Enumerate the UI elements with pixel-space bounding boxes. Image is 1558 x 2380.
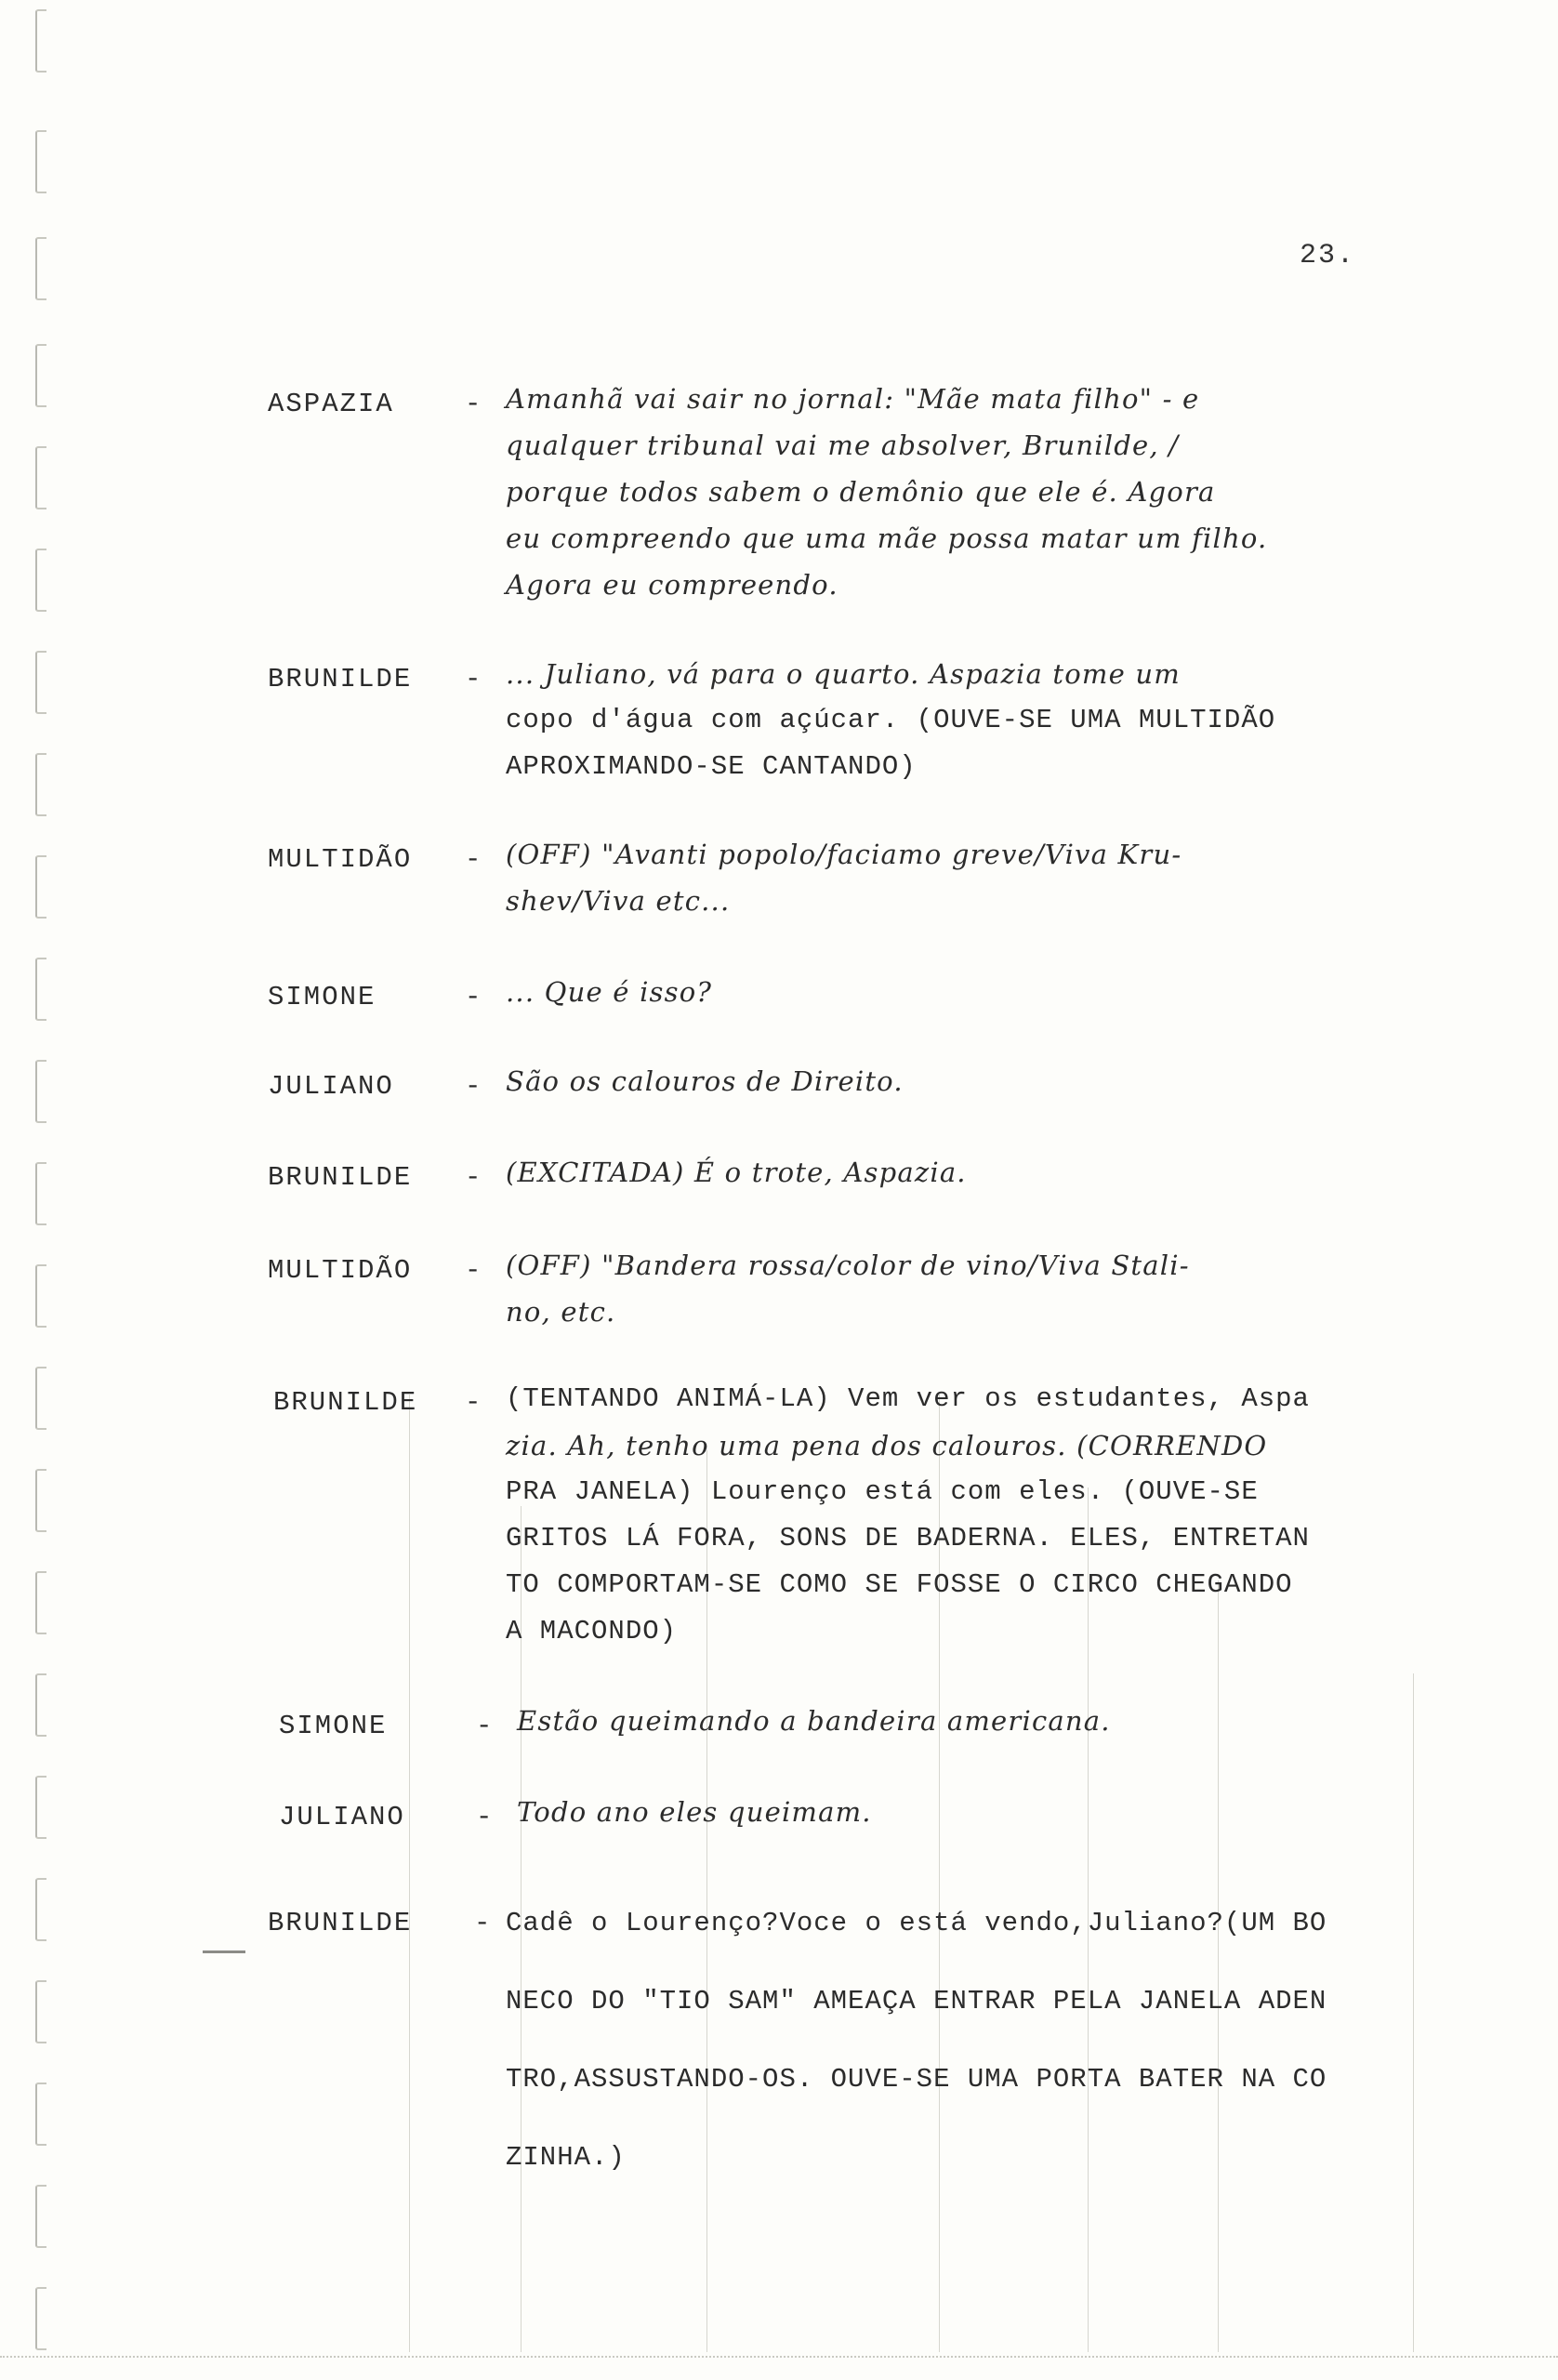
dialogue-line: zia. Ah, tenho uma pena dos calouros. (CORRENDO: [506, 1430, 1268, 1461]
binding-mark: [35, 549, 46, 612]
binding-mark: [35, 958, 46, 1021]
binding-mark: [35, 130, 46, 193]
stray-pen-mark: [203, 1950, 245, 1953]
speaker-name: BRUNILDE: [268, 1908, 413, 1938]
binding-mark: [35, 753, 46, 816]
speaker-name: BRUNILDE: [268, 664, 413, 694]
binding-mark: [35, 9, 46, 73]
binding-mark: [35, 2287, 46, 2350]
dash-mark: -: [476, 1802, 493, 1832]
binding-mark: [35, 1980, 46, 2043]
scan-edge: [0, 2356, 1558, 2360]
dialogue-line: shev/Viva etc...: [506, 885, 731, 917]
dialogue-line: ... Que é isso?: [506, 976, 713, 1008]
dash-mark: -: [465, 1387, 482, 1418]
dialogue-line: (EXCITADA) É o trote, Aspazia.: [506, 1157, 967, 1188]
speaker-name: ASPAZIA: [268, 389, 394, 419]
binding-mark: [35, 1264, 46, 1328]
speaker-name: BRUNILDE: [273, 1387, 418, 1418]
dash-mark: -: [476, 1711, 493, 1741]
binding-mark: [35, 344, 46, 407]
speaker-name: SIMONE: [279, 1711, 388, 1741]
binding-mark: [35, 446, 46, 509]
dash-mark: -: [465, 982, 482, 1012]
bleed-line: [409, 1395, 410, 2352]
bleed-line: [1413, 1673, 1414, 2352]
binding-mark: [35, 1776, 46, 1839]
dialogue-line: Amanhã vai sair no jornal: "Mãe mata filho" - e: [506, 383, 1200, 415]
binding-mark: [35, 1469, 46, 1532]
dialogue-line: GRITOS LÁ FORA, SONS DE BADERNA. ELES, ENTRETAN: [506, 1523, 1310, 1554]
dialogue-line: Todo ano eles queimam.: [517, 1796, 872, 1828]
binding-mark: [35, 1673, 46, 1737]
dash-mark: -: [465, 1255, 482, 1286]
dialogue-line: porque todos sabem o demônio que ele é. Agora: [506, 476, 1216, 508]
dash-mark: -: [465, 664, 482, 694]
dialogue-line: TO COMPORTAM-SE COMO SE FOSSE O CIRCO CHEGANDO: [506, 1569, 1293, 1600]
binding-mark: [35, 651, 46, 714]
dialogue-line: PRA JANELA) Lourenço está com eles. (OUVE-SE: [506, 1476, 1259, 1507]
speaker-name: JULIANO: [268, 1071, 394, 1102]
speaker-name: MULTIDÃO: [268, 1255, 413, 1286]
binding-mark: [35, 1060, 46, 1123]
binding-mark: [35, 237, 46, 300]
binding-mark: [35, 855, 46, 919]
dialogue-line: qualquer tribunal vai me absolver, Brunilde, /: [506, 430, 1180, 461]
speaker-name: SIMONE: [268, 982, 376, 1012]
dialogue-line: São os calouros de Direito.: [506, 1065, 904, 1097]
dialogue-line: Estão queimando a bandeira americana.: [517, 1705, 1111, 1737]
binding-holes: [35, 0, 63, 2380]
speaker-name: BRUNILDE: [268, 1162, 413, 1193]
bleed-line: [1218, 1580, 1219, 2352]
dialogue-line: ... Juliano, vá para o quarto. Aspazia tome um: [506, 658, 1181, 690]
dialogue-line: Agora eu compreendo.: [506, 569, 838, 601]
dialogue-line: ZINHA.): [506, 2142, 626, 2173]
binding-mark: [35, 2185, 46, 2248]
dialogue-line: no, etc.: [506, 1296, 616, 1328]
dialogue-line: NECO DO "TIO SAM" AMEAÇA ENTRAR PELA JANELA ADEN: [506, 1986, 1327, 2016]
dialogue-line: (TENTANDO ANIMÁ-LA) Vem ver os estudantes, Aspa: [506, 1383, 1310, 1414]
dialogue-line: copo d'água com açúcar. (OUVE-SE UMA MULTIDÃO: [506, 705, 1276, 735]
binding-mark: [35, 1571, 46, 1634]
dash-mark: -: [474, 1908, 491, 1938]
dialogue-line: TRO,ASSUSTANDO-OS. OUVE-SE UMA PORTA BATER NA CO: [506, 2064, 1327, 2095]
page-number: 23.: [1300, 240, 1356, 271]
binding-mark: [35, 1367, 46, 1430]
dash-mark: -: [465, 844, 482, 875]
dialogue-line: A MACONDO): [506, 1616, 678, 1646]
dialogue-line: (OFF) "Avanti popolo/faciamo greve/Viva Kru-: [506, 839, 1182, 870]
dialogue-line: (OFF) "Bandera rossa/color de vino/Viva Stali-: [506, 1250, 1190, 1281]
speaker-name: MULTIDÃO: [268, 844, 413, 875]
dialogue-line: Cadê o Lourenço?Voce o está vendo,Juliano?(UM BO: [506, 1908, 1327, 1938]
dialogue-line: APROXIMANDO-SE CANTANDO): [506, 751, 917, 782]
binding-mark: [35, 1162, 46, 1225]
dash-mark: -: [465, 389, 482, 419]
speaker-name: JULIANO: [279, 1802, 405, 1832]
binding-mark: [35, 1878, 46, 1941]
binding-mark: [35, 2082, 46, 2146]
dialogue-line: eu compreendo que uma mãe possa matar um filho.: [506, 522, 1268, 554]
dash-mark: -: [465, 1071, 482, 1102]
dash-mark: -: [465, 1162, 482, 1193]
